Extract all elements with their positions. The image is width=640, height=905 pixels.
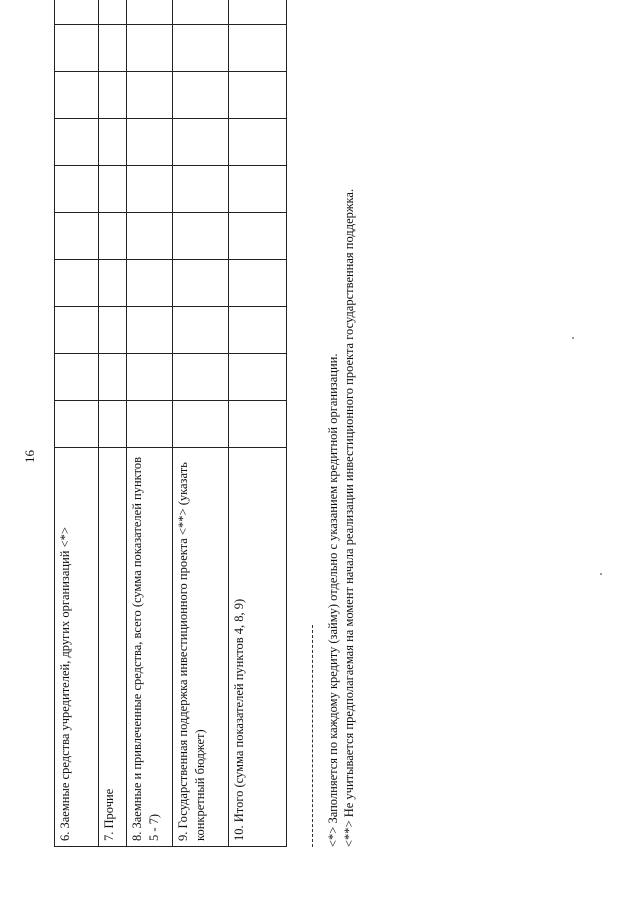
row-label-8: 8. Заемные и привлеченные средства, всего (сумма показателей пунктов 5 - 7) — [127, 448, 173, 847]
table-cell — [229, 25, 287, 72]
table-cell — [55, 119, 99, 166]
table-row — [127, 0, 173, 847]
table-cell — [99, 0, 127, 25]
table-cell — [229, 260, 287, 307]
table-cell — [55, 307, 99, 354]
funding-table — [54, 0, 287, 847]
table-cell — [55, 0, 99, 25]
table-cell — [55, 354, 99, 401]
table-cell — [173, 354, 229, 401]
table-cell — [173, 213, 229, 260]
table-cell — [173, 72, 229, 119]
table-cell — [127, 260, 173, 307]
table-cell — [127, 166, 173, 213]
table-cell — [127, 72, 173, 119]
table-cell — [173, 401, 229, 448]
table-cell — [99, 72, 127, 119]
footnote-2: <**> Не учитывается предполагаемая на момент начала реализации инвестиционного проекта государственная поддержка. — [342, 188, 356, 847]
table-cell — [99, 25, 127, 72]
page-number: 16 — [22, 450, 37, 463]
table-cell — [55, 213, 99, 260]
footnotes — [312, 47, 357, 847]
row-label-10: 10. Итого (сумма показателей пунктов 4, 8, 9) — [229, 448, 287, 847]
scan-speck — [600, 573, 602, 575]
table-cell — [173, 0, 229, 25]
table-cell — [55, 166, 99, 213]
table-cell — [55, 401, 99, 448]
table-cell — [127, 307, 173, 354]
table-cell — [127, 213, 173, 260]
table-cell — [127, 119, 173, 166]
table-cell — [173, 25, 229, 72]
footnote-1: <*> Заполняется по каждому кредиту (займу) отдельно с указанием кредитной организации. — [326, 353, 340, 847]
row-label-7: 7. Прочие — [99, 448, 127, 847]
table-cell — [229, 354, 287, 401]
table-cell — [127, 354, 173, 401]
table-row — [99, 0, 127, 847]
table-cell — [127, 0, 173, 25]
table-cell — [99, 307, 127, 354]
table-cell — [173, 119, 229, 166]
table-cell — [229, 307, 287, 354]
scan-speck — [572, 337, 574, 339]
table-cell — [55, 25, 99, 72]
table-cell — [173, 166, 229, 213]
table-row — [173, 0, 229, 847]
table-cell — [55, 72, 99, 119]
row-label-6: 6. Заемные средства учредителей, других организаций <*> — [55, 448, 99, 847]
footnote-separator — [312, 625, 313, 847]
table-cell — [229, 0, 287, 25]
table-cell — [99, 401, 127, 448]
table-cell — [99, 166, 127, 213]
table-cell — [55, 260, 99, 307]
table-cell — [99, 119, 127, 166]
table-cell — [229, 213, 287, 260]
table-cell — [99, 354, 127, 401]
table-cell — [173, 260, 229, 307]
table-cell — [229, 119, 287, 166]
table-cell — [173, 307, 229, 354]
table-cell — [229, 401, 287, 448]
table-cell — [229, 166, 287, 213]
table-cell — [127, 25, 173, 72]
table-cell — [229, 72, 287, 119]
table-cell — [99, 213, 127, 260]
table-cell — [99, 260, 127, 307]
table-cell — [127, 401, 173, 448]
row-label-9: 9. Государственная поддержка инвестиционного проекта <**> (указать конкретный бюджет) — [173, 448, 229, 847]
table-row — [55, 0, 99, 847]
table-row — [229, 0, 287, 847]
